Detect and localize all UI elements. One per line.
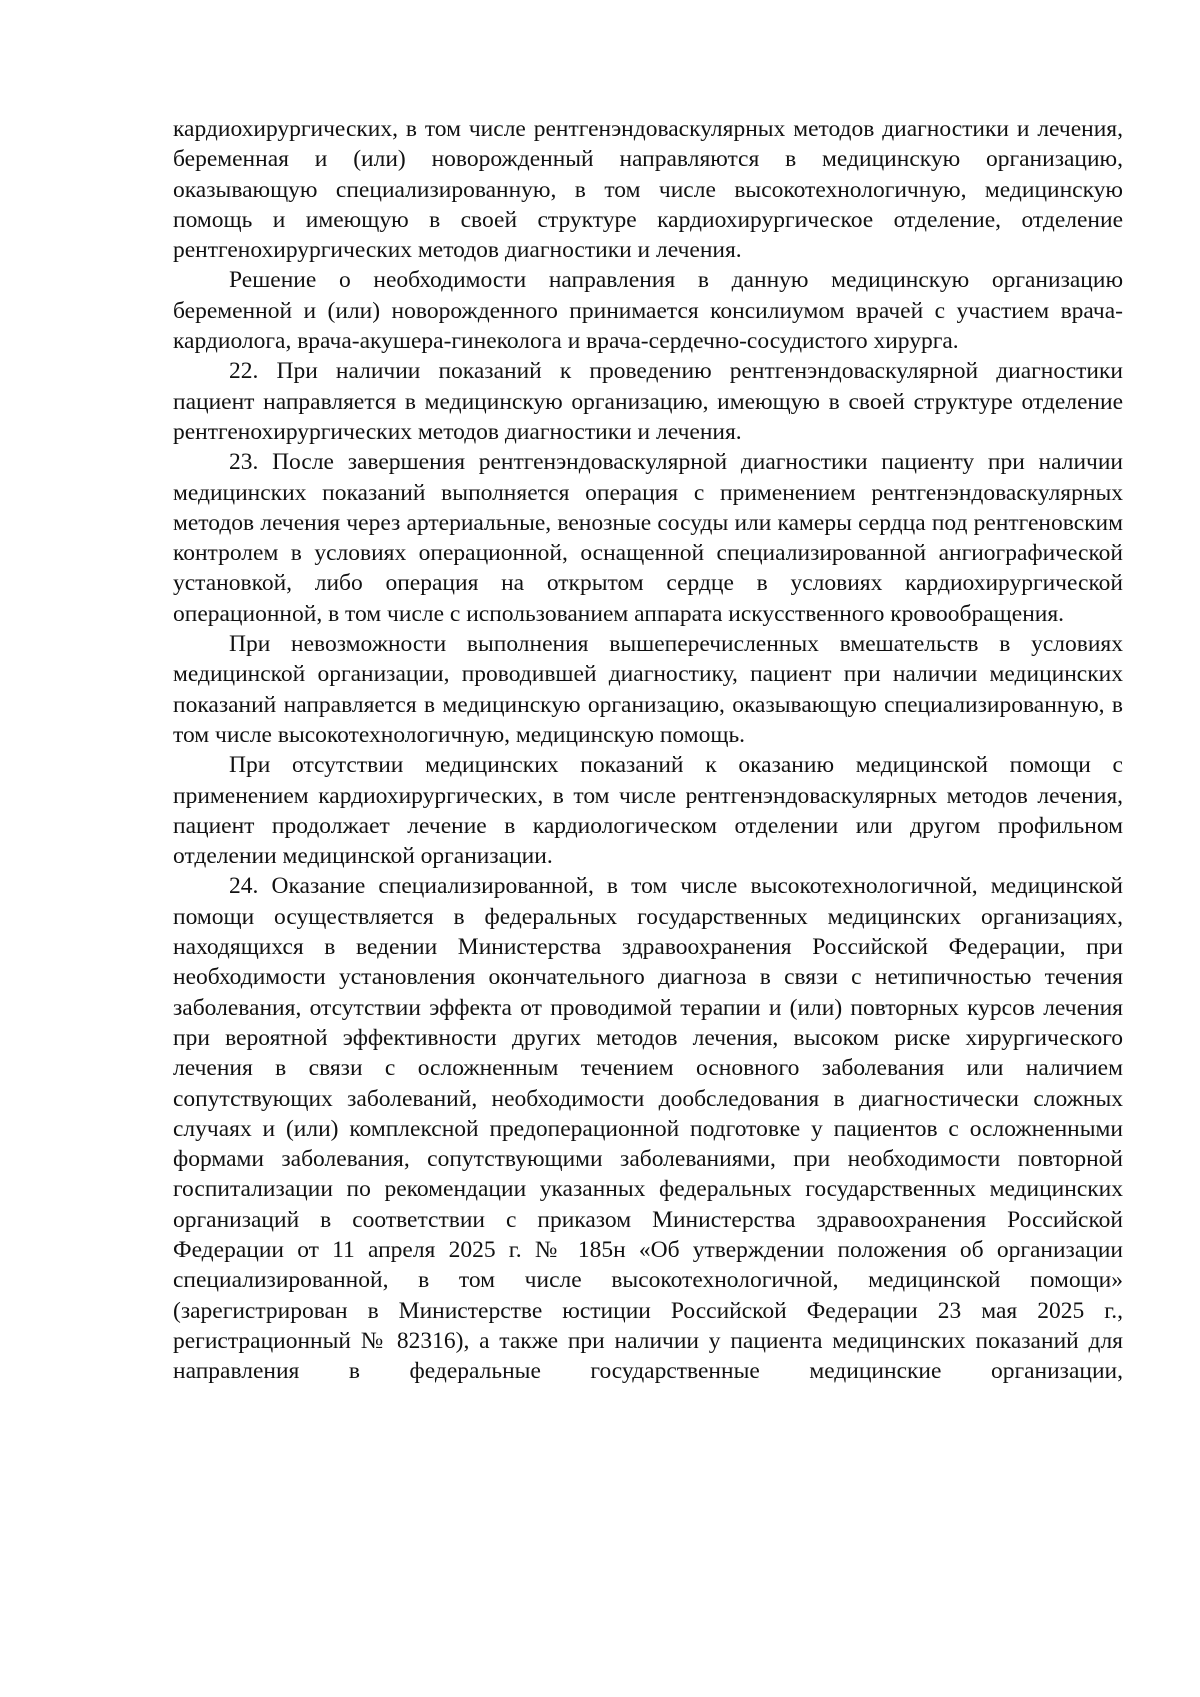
paragraph-item-24: 24. Оказание специализированной, в том числе высокотехнологичной, медицинской помощи осуществляется в федеральных государственных медицинских организациях, находящихся в ведении Министерства здравоохранения Российской Федерации, при необходимости установления окончательного диагноза в связи с нетипичностью течения заболевания, отсутствии эффекта от проводимой терапии и (или) повторных курсов лечения при вероятной эффективности других методов лечения, высоком риске хирургического лечения в связи с осложненным течением основного заболевания или наличием сопутствующих заболеваний, необходимости дообследования в диагностически сложных случаях и (или) комплексной предоперационной подготовке у пациентов с осложненными формами заболевания, сопутствующими заболеваниями, при необходимости повторной госпитализации по рекомендации указанных федеральных государственных медицинских организаций в соответствии с приказом Министерства здравоохранения Российской Федерации от 11 апреля 2025 г. № 185н «Об утверждении положения об организации специализированной, в том числе высокотехнологичной, медицинской помощи» (зарегистрирован в Министерстве юстиции Российской Федерации 23 мая 2025 г., регистрационный № 82316), а также при наличии у пациента медицинских показаний для направления в федеральные государственные медицинские организации, <box>173 873 1123 1385</box>
document-body <box>173 114 1123 1386</box>
paragraph-item-23: 23. После завершения рентгенэндоваскулярной диагностики пациенту при наличии медицинских показаний выполняется операция с применением рентгенэндоваскулярных методов лечения через артериальные, венозные сосуды или камеры сердца под рентгеновским контролем в условиях операционной, оснащенной специализированной ангиографической установкой, либо операция на открытом сердце в условиях кардиохирургической операционной, в том числе с использованием аппарата искусственного кровообращения. <box>173 449 1123 627</box>
paragraph-impossibility: При невозможности выполнения вышеперечисленных вмешательств в условиях медицинской организации, проводившей диагностику, пациент при наличии медицинских показаний направляется в медицинскую организацию, оказывающую специализированную, в том числе высокотехнологичную, медицинскую помощь. <box>173 631 1123 748</box>
paragraph-item-22: 22. При наличии показаний к проведению рентгенэндоваскулярной диагностики пациент направляется в медицинскую организацию, имеющую в своей структуре отделение рентгенохирургических методов диагностики и лечения. <box>173 358 1123 445</box>
paragraph-consilium-decision: Решение о необходимости направления в данную медицинскую организацию беременной и (или) новорожденного принимается консилиумом врачей с участием врача-кардиолога, врача-акушера-гинеколога и врача-сердечно-сосудистого хирурга. <box>173 267 1123 355</box>
paragraph-no-indications: При отсутствии медицинских показаний к оказанию медицинской помощи с применением кардиохирургических, в том числе рентгенэндоваскулярных методов лечения, пациент продолжает лечение в кардиологическом отделении или другом профильном отделении медицинской организации. <box>173 752 1123 870</box>
paragraph-continuation: кардиохирургических, в том числе рентгенэндоваскулярных методов диагностики и лечения, беременная и (или) новорожденный направляются в медицинскую организацию, оказывающую специализированную, в том числе высокотехнологичную, медицинскую помощь и имеющую в своей структуре кардиохирургическое отделение, отделение рентгенохирургических методов диагностики и лечения. <box>173 116 1123 264</box>
